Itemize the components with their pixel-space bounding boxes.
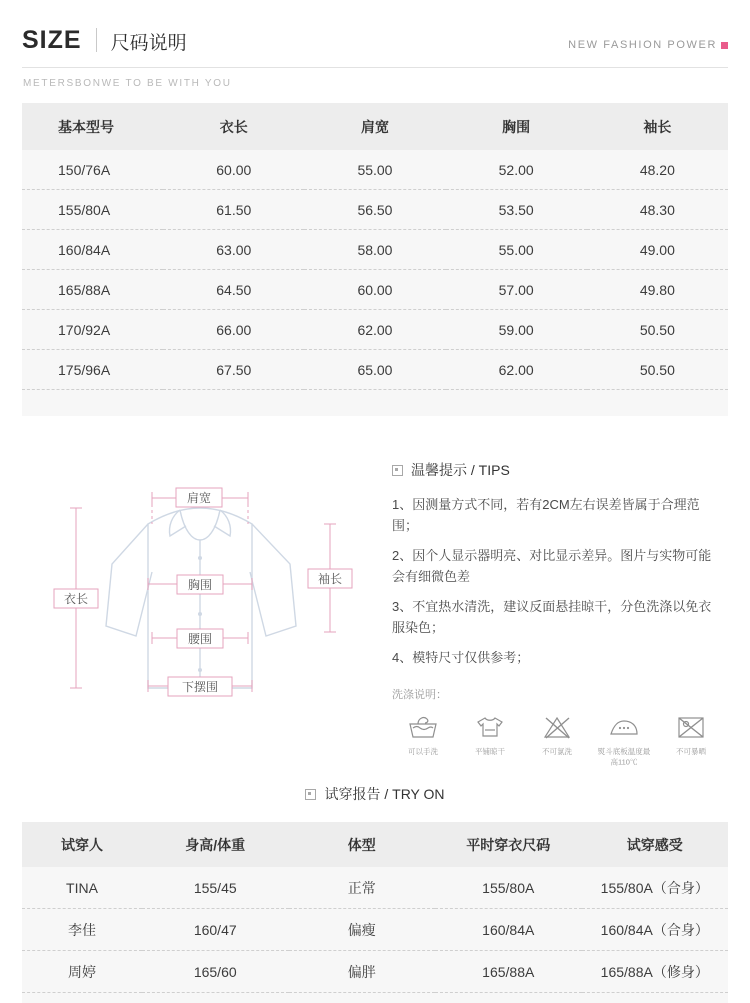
size-cell: 62.00	[446, 350, 587, 390]
size-table-col-1: 衣长	[163, 103, 304, 150]
tryon-col-1: 身高/体重	[142, 822, 289, 867]
table-row	[22, 909, 728, 951]
size-cell: 60.00	[304, 270, 445, 310]
tryon-cell: 160/84A	[435, 909, 582, 951]
size-cell: 66.00	[163, 310, 304, 350]
size-cell: 57.00	[446, 270, 587, 310]
size-cell: 49.80	[587, 270, 728, 310]
svg-text:胸围: 胸围	[187, 578, 213, 592]
size-cell: 150/76A	[22, 150, 163, 190]
size-cell: 155/80A	[22, 190, 163, 230]
size-cell: 65.00	[304, 350, 445, 390]
size-cell: 52.00	[446, 150, 587, 190]
svg-text:衣长: 衣长	[63, 592, 89, 606]
measurement-section	[0, 438, 750, 778]
svg-text:袖长: 袖长	[317, 572, 343, 586]
tryon-cell: 偏瘦	[289, 909, 436, 951]
size-table-col-0: 基本型号	[22, 103, 163, 150]
size-cell: 67.50	[163, 350, 304, 390]
tryon-cell: 李佳	[22, 909, 142, 951]
tryon-cell: TINA	[22, 867, 142, 909]
size-cell: 64.50	[163, 270, 304, 310]
size-cell: 53.50	[446, 190, 587, 230]
hand-wash-icon	[392, 710, 454, 744]
svg-text:腰围: 腰围	[187, 632, 213, 646]
size-cell: 56.50	[304, 190, 445, 230]
page-subtitle: 尺码说明	[110, 33, 187, 54]
size-cell: 61.50	[163, 190, 304, 230]
table-row	[22, 150, 728, 190]
tips-title-text: 温馨提示 / TIPS	[411, 462, 510, 478]
tryon-cell: 155/45	[142, 867, 289, 909]
no-sun-dry-icon	[660, 710, 722, 744]
tryon-col-3: 平时穿衣尺码	[435, 822, 582, 867]
tips-item: 1、因测量方式不同，若有2CM左右误差皆属于合理范围；	[392, 497, 700, 533]
page-header	[0, 0, 750, 89]
size-table-panel	[22, 103, 728, 416]
tryon-cell: 165/88A（修身）	[582, 951, 729, 993]
size-cell: 165/88A	[22, 270, 163, 310]
wash-care-caption: 不可氯洗	[541, 747, 573, 756]
wash-care-caption: 不可暴晒	[675, 747, 707, 756]
tryon-cell: 165/60	[142, 951, 289, 993]
wash-care-caption: 熨斗底板温度最高110℃	[597, 747, 651, 767]
size-table-header-row	[22, 103, 728, 150]
table-row	[22, 230, 728, 270]
tryon-cell: 160/84A（合身）	[582, 909, 729, 951]
size-table-col-2: 肩宽	[304, 103, 445, 150]
header-row	[22, 28, 728, 53]
flat-dry-icon	[459, 710, 521, 744]
table-row	[22, 270, 728, 310]
size-cell: 58.00	[304, 230, 445, 270]
size-cell: 62.00	[304, 310, 445, 350]
tryon-cell: 周婷	[22, 951, 142, 993]
table-row	[22, 951, 728, 993]
size-cell: 63.00	[163, 230, 304, 270]
bullet-square-icon	[392, 465, 403, 476]
brand-slogan-text: NEW FASHION POWER	[568, 39, 717, 51]
wash-care-item	[526, 710, 588, 768]
tryon-panel	[22, 822, 728, 1003]
wash-care-icons	[392, 710, 722, 768]
table-row	[22, 350, 728, 390]
table-row	[22, 867, 728, 909]
wash-care-block	[392, 686, 722, 768]
size-cell: 55.00	[446, 230, 587, 270]
accent-square-icon	[721, 42, 728, 49]
garment-diagram	[40, 446, 370, 746]
table-row	[22, 190, 728, 230]
tryon-col-4: 试穿感受	[582, 822, 729, 867]
size-cell: 55.00	[304, 150, 445, 190]
iron-110-icon	[593, 710, 655, 744]
tryon-title-text: 试穿报告 / TRY ON	[324, 786, 445, 802]
size-cell: 49.00	[587, 230, 728, 270]
size-cell: 160/84A	[22, 230, 163, 270]
wash-care-caption: 平铺晾干	[474, 747, 506, 756]
size-cell: 175/96A	[22, 350, 163, 390]
size-table-col-3: 胸围	[446, 103, 587, 150]
tips-title	[392, 460, 722, 480]
wash-care-item	[459, 710, 521, 768]
size-table	[22, 103, 728, 390]
size-table-col-4: 袖长	[587, 103, 728, 150]
wash-care-label: 洗涤说明：	[392, 689, 447, 701]
size-cell: 50.50	[587, 350, 728, 390]
size-cell: 48.30	[587, 190, 728, 230]
tips-item: 2、因个人显示器明亮、对比显示差异。图片与实物可能会有细微色差	[392, 548, 712, 584]
size-cell: 170/92A	[22, 310, 163, 350]
no-bleach-icon	[526, 710, 588, 744]
tryon-col-2: 体型	[289, 822, 436, 867]
size-cell: 50.50	[587, 310, 728, 350]
title-divider	[96, 28, 97, 52]
table-row	[22, 310, 728, 350]
tryon-header-row	[22, 822, 728, 867]
size-cell: 59.00	[446, 310, 587, 350]
brand-slogan	[568, 39, 728, 53]
tryon-cell: 155/80A	[435, 867, 582, 909]
size-cell: 48.20	[587, 150, 728, 190]
tryon-cell: 165/88A	[435, 951, 582, 993]
tips-item: 3、不宜热水清洗，建议反面悬挂晾干，分色洗涤以免衣服染色；	[392, 599, 712, 635]
tips-item: 4、模特尺寸仅供参考；	[392, 650, 530, 665]
svg-text:下摆围: 下摆围	[181, 680, 219, 694]
tryon-cell: 正常	[289, 867, 436, 909]
tryon-col-0: 试穿人	[22, 822, 142, 867]
wash-care-item	[660, 710, 722, 768]
tryon-cell: 偏胖	[289, 951, 436, 993]
tryon-title	[0, 784, 750, 804]
brand-sub-slogan: METERSBONWE TO BE WITH YOU	[23, 78, 232, 89]
wash-care-caption: 可以手洗	[407, 747, 439, 756]
tryon-cell: 160/47	[142, 909, 289, 951]
bullet-square-icon	[305, 789, 316, 800]
wash-care-item	[392, 710, 454, 768]
tryon-table	[22, 822, 728, 993]
tips-block	[392, 460, 722, 677]
size-cell: 60.00	[163, 150, 304, 190]
page-title: SIZE	[22, 26, 82, 54]
svg-text:肩宽: 肩宽	[186, 491, 212, 505]
tryon-cell: 155/80A（合身）	[582, 867, 729, 909]
wash-care-item	[593, 710, 655, 768]
